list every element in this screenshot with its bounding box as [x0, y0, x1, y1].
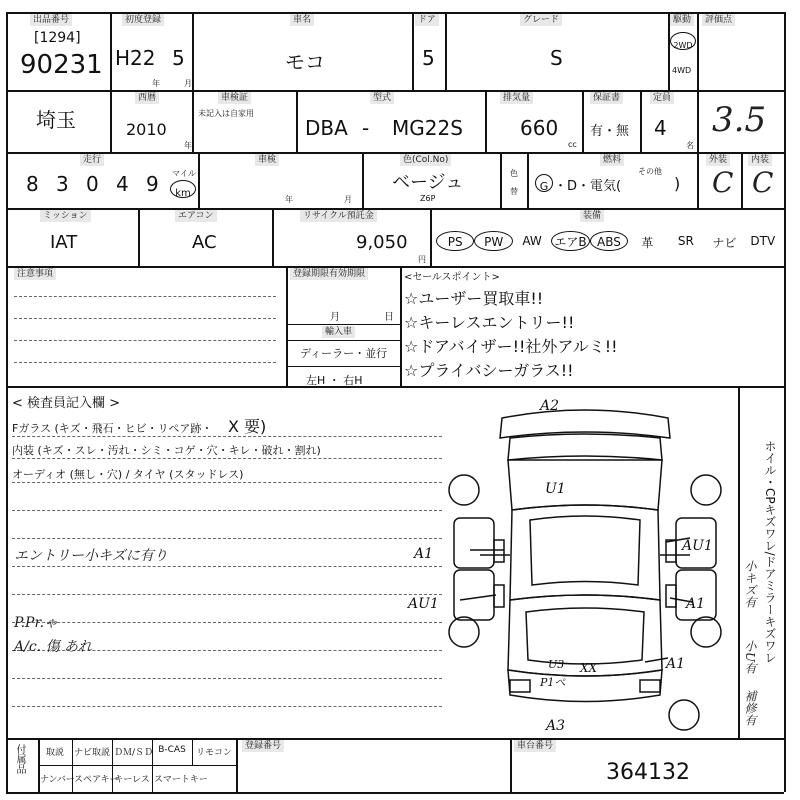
accessory-dm-sd: ＤＭ/ＳＤ — [114, 748, 154, 758]
equipment-item: SR — [677, 234, 694, 248]
shaken-month-unit: 月 — [344, 195, 352, 204]
warranty-label: 保証書 — [590, 92, 623, 104]
accessory-remote: リモコン — [195, 748, 232, 758]
inspector-title: < 検査員記入欄 > — [12, 396, 121, 411]
drive-2wd: 2WD — [673, 41, 693, 50]
equipment-item: ナビ — [712, 236, 737, 250]
prefecture: 埼玉 — [36, 108, 76, 132]
mileage-digit: 0 — [86, 172, 99, 196]
side-note-handwritten: 小キズ有 — [743, 560, 757, 608]
mileage-unit-mile: マイル — [172, 169, 196, 178]
recycle-amount: 9,050 — [356, 232, 408, 253]
displacement: 660 — [520, 116, 559, 140]
handwritten-note: A/c. 傷 あれ — [14, 639, 93, 655]
reg-month: 月 — [330, 312, 340, 323]
equipment-row — [436, 228, 782, 258]
diagram-mark: P1ぺ — [540, 676, 566, 689]
footer-side-label: 付属品 — [14, 744, 25, 774]
inspection-label: 車検証 — [218, 92, 251, 104]
glass-mark: X 要) — [228, 417, 267, 436]
handwritten-note: エントリー小キズに有り — [14, 548, 168, 564]
color-change-2: 替 — [510, 187, 518, 196]
western-year: 2010 — [126, 120, 167, 139]
capacity: 4 — [654, 116, 667, 140]
fuel-other-label: その他 — [638, 167, 662, 176]
accessory-spare-key: スペアキー — [74, 775, 119, 785]
transmission-label: ミッション — [40, 210, 91, 222]
equipment-item: DTV — [750, 234, 776, 248]
first-reg-label: 初度登録 — [122, 14, 164, 26]
accessory-smart-key: スマートキー — [154, 775, 208, 785]
car-name: モコ — [285, 50, 325, 74]
fuel-label: 燃料 — [600, 154, 624, 166]
chassis-number: 364132 — [606, 760, 690, 785]
lot-bracket: [1294] — [34, 30, 81, 46]
fuel-g-circle — [535, 174, 553, 192]
car-diagram — [408, 390, 730, 735]
notes-label: 注意事項 — [14, 268, 56, 280]
doors: 5 — [422, 46, 435, 70]
evaluation-score: 3.5 — [712, 100, 767, 140]
diagram-mark: AU1 — [408, 596, 439, 612]
interior-line: 内装 (キズ・スレ・汚れ・シミ・コゲ・穴・キレ・破れ・割れ) — [12, 444, 321, 457]
mileage-digits — [14, 172, 164, 200]
handwritten-note: P.Pr.ゃ — [14, 615, 59, 631]
mileage-label: 走行 — [80, 154, 104, 166]
mileage-km-circle — [170, 180, 196, 198]
western-year-label: 西暦 — [135, 92, 159, 104]
equipment-item: AW — [522, 234, 542, 248]
model-label: 型式 — [370, 92, 394, 104]
mileage-unit-km: km — [175, 188, 191, 199]
first-reg-month: 5 — [172, 46, 185, 70]
shaken-label: 車検 — [255, 154, 279, 166]
cc-unit: cc — [568, 140, 577, 149]
interior-grade: C — [752, 166, 774, 199]
accessory-navi-disc: ナビ取説 — [74, 748, 111, 758]
diagram-mark: A3 — [546, 718, 566, 734]
exterior-label: 外装 — [706, 154, 730, 166]
recycle-label: リサイクル預託金 — [300, 210, 377, 222]
month-unit: 月 — [184, 79, 192, 88]
capacity-label: 定員 — [650, 92, 674, 104]
transmission: IAT — [50, 232, 78, 253]
model-code: MG22S — [392, 116, 463, 140]
mileage-digit: 3 — [56, 172, 69, 196]
glass-line: Fガラス (キズ・飛石・ヒビ・リペア跡・ — [12, 422, 213, 435]
sales-point: ☆キーレスエントリー!! — [404, 313, 575, 332]
steering: 左H ・ 右H — [306, 374, 363, 387]
chassis-label: 車台番号 — [514, 740, 556, 752]
diagram-mark: U3 — [548, 658, 565, 671]
accessory-bcas: B-CAS — [158, 745, 186, 755]
fuel-close: ) — [674, 174, 681, 193]
sales-label: <セールスポイント> — [404, 272, 500, 283]
reg-day: 日 — [384, 312, 394, 323]
diagram-mark: U1 — [545, 481, 566, 497]
audio-line: オーディオ (無し・穴) / タイヤ (スタッドレス) — [12, 468, 244, 481]
fuel-g: G — [539, 180, 549, 193]
diagram-mark: AU1 — [682, 538, 713, 554]
model-dash: - — [362, 116, 370, 140]
lot-label: 出品番号 — [30, 14, 72, 26]
car-name-label: 車名 — [290, 14, 314, 26]
accessory-manual: 取説 — [45, 748, 64, 758]
color-label: 色(Col.No) — [400, 154, 451, 166]
interior-label: 内装 — [748, 154, 772, 166]
color: ベージュ — [392, 172, 464, 193]
equipment-item: PS — [436, 231, 474, 251]
lot-number: 90231 — [20, 50, 103, 80]
drive-label: 駆動 — [670, 14, 694, 26]
model-prefix: DBA — [305, 116, 348, 140]
diagram-mark: A2 — [540, 398, 560, 414]
western-year-unit: 年 — [184, 141, 192, 150]
drive-4wd: 4WD — [672, 66, 692, 75]
sales-point: ☆ドアバイザー!!社外アルミ!! — [404, 337, 618, 356]
dealer: ディーラー・並行 — [300, 347, 388, 360]
grade-label: グレード — [520, 14, 562, 26]
accessory-keyless: キーレス — [114, 775, 150, 785]
mileage-digit: 8 — [26, 172, 39, 196]
exterior-grade: C — [712, 166, 734, 199]
shaken-year-unit: 年 — [285, 195, 293, 204]
diagram-mark: A1 — [666, 656, 686, 672]
reg-no-label: 登録番号 — [242, 740, 284, 752]
warranty: 有・無 — [590, 124, 630, 139]
mileage-digit: 4 — [116, 172, 129, 196]
color-code: Z6P — [420, 194, 436, 203]
accessory-number: ナンバー — [40, 775, 75, 785]
equipment-item: ABS — [590, 231, 628, 251]
import-label: 輸入車 — [322, 326, 355, 338]
side-note-label: ホイル・CPキズワレ/ドアミラーキズワレ — [763, 440, 777, 664]
reg-label: 登録期限有効期限 — [290, 268, 368, 280]
diagram-mark: A1 — [686, 596, 706, 612]
person-unit: 名 — [686, 141, 694, 150]
mileage-digit: 9 — [146, 172, 159, 196]
yen-unit: 円 — [418, 255, 426, 264]
side-note-handwritten: 小U有 — [743, 640, 757, 675]
first-reg-era: H22 — [115, 46, 156, 70]
sales-point: ☆プライバシーガラス!! — [404, 361, 574, 380]
drive-2wd-circle — [670, 32, 696, 50]
diagram-mark: A1 — [414, 546, 434, 562]
equipment-label: 装備 — [580, 210, 604, 222]
equipment-item: PW — [474, 231, 512, 251]
inspection-note: 未記入は自家用 — [198, 109, 254, 118]
displacement-label: 排気量 — [500, 92, 533, 104]
doors-label: ドア — [415, 14, 439, 26]
ac: AC — [192, 232, 217, 253]
year-unit: 年 — [152, 79, 160, 88]
color-change-1: 色 — [510, 169, 518, 178]
grade: S — [550, 46, 563, 70]
equipment-item: 革 — [641, 236, 654, 250]
fuel-options: ・D・電気( — [554, 179, 622, 194]
side-note-handwritten: 補修有 — [743, 690, 757, 726]
equipment-item: エアB — [551, 231, 589, 251]
sales-point: ☆ユーザー買取車!! — [404, 289, 544, 308]
evaluation-label: 評価点 — [702, 14, 735, 26]
ac-label: エアコン — [175, 210, 217, 222]
diagram-mark: XX — [580, 661, 598, 675]
